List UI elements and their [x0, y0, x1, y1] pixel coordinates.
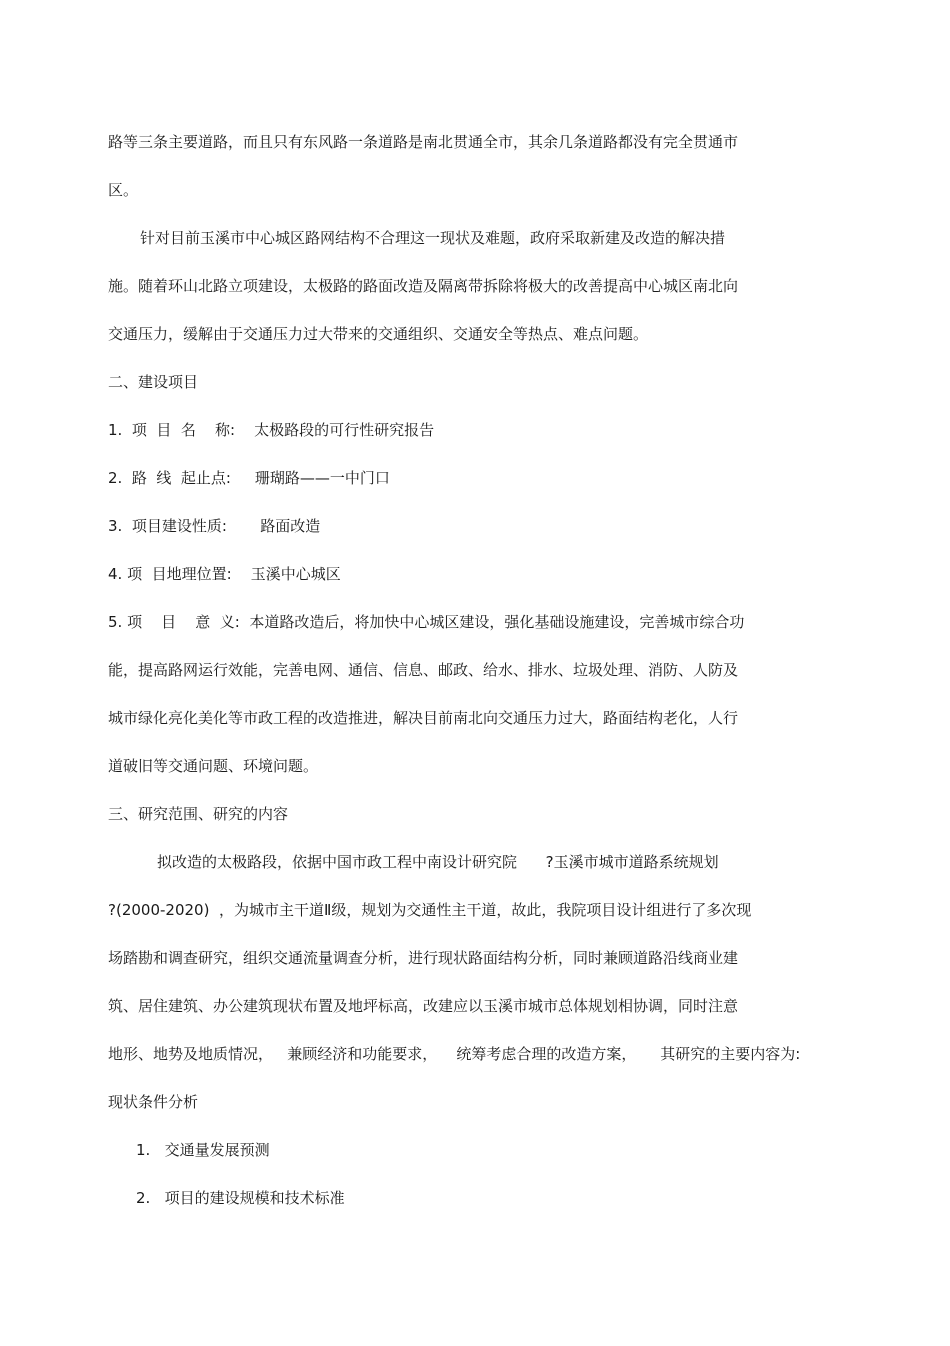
paragraph-line: ?(2000-2020) ，为城市主干道Ⅱ级，规划为交通性主干道，故此，我院项目设计组进行了多次现 [108, 901, 752, 919]
paragraph-line: 能，提高路网运行效能，完善电网、通信、信息、邮政、给水、排水、垃圾处理、消防、人防及 [108, 661, 739, 679]
paragraph-line: 拟改造的太极路段，依据中国市政工程中南设计研究院 ?玉溪市城市道路系统规划 [157, 853, 719, 871]
project-field: 1. 项 目 名 称: 太极路段的可行性研究报告 [108, 421, 435, 439]
paragraph-line: 路等三条主要道路，而且只有东风路一条道路是南北贯通全市，其余几条道路都没有完全贯通市 [108, 133, 739, 151]
paragraph-line: 交通压力，缓解由于交通压力过大带来的交通组织、交通安全等热点、难点问题。 [108, 325, 649, 343]
paragraph-line: 针对目前玉溪市中心城区路网结构不合理这一现状及难题，政府采取新建及改造的解决措 [140, 229, 726, 247]
paragraph-line: 施。随着环山北路立项建设，太极路的路面改造及隔离带拆除将极大的改善提高中心城区南北向 [108, 277, 739, 295]
paragraph-line: 区。 [108, 181, 139, 199]
paragraph-line: 筑、居住建筑、办公建筑现状布置及地坪标高，改建应以玉溪市城市总体规划相协调，同时注意 [108, 997, 739, 1015]
project-field: 3. 项目建设性质: 路面改造 [108, 517, 321, 535]
project-field: 5. 项 目 意 义: 本道路改造后，将加快中心城区建设，强化基础设施建设，完善城市综合功 [108, 613, 745, 631]
list-item: 2. 项目的建设规模和技术标准 [136, 1189, 345, 1207]
paragraph-line: 场踏勘和调查研究，组织交通流量调查分析，进行现状路面结构分析，同时兼顾道路沿线商业建 [108, 949, 739, 967]
project-field: 2. 路 线 起止点: 珊瑚路——一中门口 [108, 469, 390, 487]
project-field: 4. 项 目地理位置: 玉溪中心城区 [108, 565, 341, 583]
paragraph-line: 道破旧等交通问题、环境问题。 [108, 757, 319, 775]
section-heading: 二、建设项目 [108, 373, 199, 391]
paragraph-line: 地形、地势及地质情况， 兼顾经济和功能要求， 统筹考虑合理的改造方案， 其研究的主要内容为: [108, 1045, 801, 1063]
paragraph-line: 城市绿化亮化美化等市政工程的改造推进，解决目前南北向交通压力过大，路面结构老化，人行 [108, 709, 739, 727]
list-item: 1. 交通量发展预测 [136, 1141, 270, 1159]
paragraph-line: 现状条件分析 [108, 1093, 199, 1111]
section-heading: 三、研究范围、研究的内容 [108, 805, 289, 823]
